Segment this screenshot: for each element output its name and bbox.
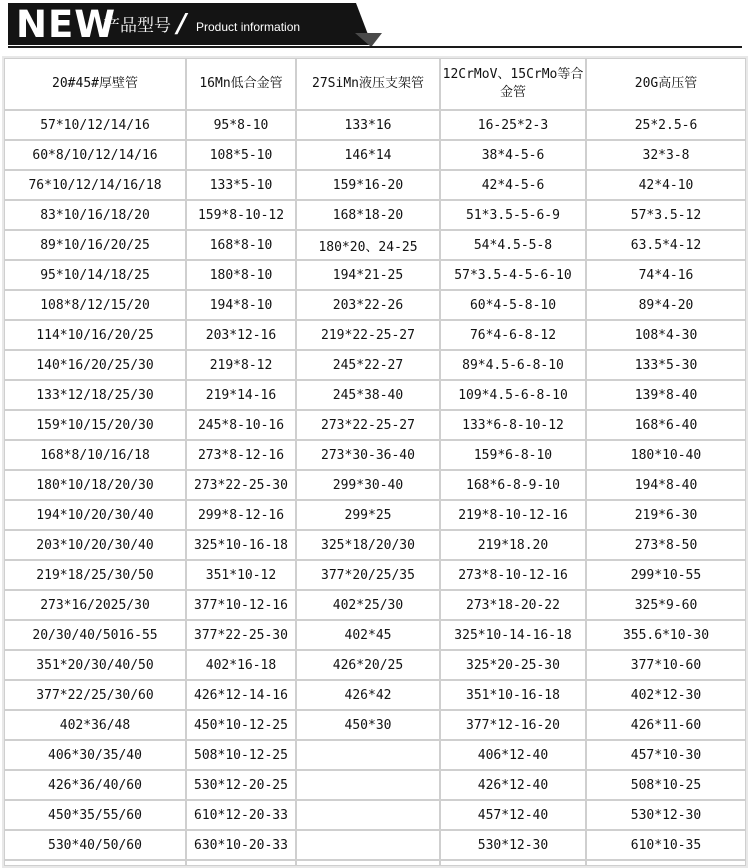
table-cell-thick-wall: 426*36/40/60 [4,770,186,800]
table-row [4,260,746,290]
table-cell-thick-wall: 194*10/20/30/40 [4,500,186,530]
table-cell-high-pressure: 63.5*4-12 [586,230,746,260]
table-cell-thick-wall: 95*10/14/18/25 [4,260,186,290]
table-cell-high-pressure: 139*8-40 [586,380,746,410]
table-cell-alloy: 38*4-5-6 [440,140,586,170]
table-cell-thick-wall: 20/30/40/5016-55 [4,620,186,650]
table-cell-low-alloy: 219*8-12 [186,350,296,380]
table-cell-low-alloy: 299*8-12-16 [186,500,296,530]
table-cell-thick-wall: 108*8/12/15/20 [4,290,186,320]
banner-slash: / [177,9,187,39]
table-cell-low-alloy: 508*10-12-25 [186,740,296,770]
table-row [4,110,746,140]
table-cell-high-pressure: 74*4-16 [586,260,746,290]
table-cell-low-alloy: 377*10-12-16 [186,590,296,620]
table-cell-thick-wall: 402*36/48 [4,710,186,740]
table-cell-low-alloy: 203*12-16 [186,320,296,350]
table-cell-alloy: 168*6-8-9-10 [440,470,586,500]
table-row [4,230,746,260]
table-cell-thick-wall: 57*10/12/14/16 [4,110,186,140]
table-cell-high-pressure: 530*12-30 [586,800,746,830]
table-cell-high-pressure: 355.6*10-30 [586,620,746,650]
table-cell-hydraulic-support: 426*42 [296,680,440,710]
table-cell-hydraulic-support: 203*22-26 [296,290,440,320]
table-cell-high-pressure: 219*6-30 [586,500,746,530]
table-cell-high-pressure: 299*10-55 [586,560,746,590]
table-cell-hydraulic-support: 450*30 [296,710,440,740]
table-cell-high-pressure: 610*10-35 [586,830,746,860]
table-cell-high-pressure: 457*10-30 [586,740,746,770]
table-body [4,110,746,866]
table-row [4,470,746,500]
table-cell-thick-wall: 377*22/25/30/60 [4,680,186,710]
table-row [4,410,746,440]
table-cell-alloy: 406*12-40 [440,740,586,770]
section-banner [0,0,750,56]
banner-title-en: Product information [196,20,301,34]
table-cell-hydraulic-support: 159*16-20 [296,170,440,200]
table-cell-high-pressure: 194*8-40 [586,470,746,500]
table-cell-hydraulic-support: 168*18-20 [296,200,440,230]
table-cell-hydraulic-support: 325*18/20/30 [296,530,440,560]
table-cell-low-alloy: 273*22-25-30 [186,470,296,500]
table-cell-hydraulic-support: 273*22-25-27 [296,410,440,440]
table-cell-low-alloy: 610*12-20-33 [186,800,296,830]
table-cell-alloy: 57*3.5-4-5-6-10 [440,260,586,290]
table-cell-empty [186,860,296,866]
table-cell-hydraulic-support: 273*30-36-40 [296,440,440,470]
table-row [4,320,746,350]
table-cell-alloy: 89*4.5-6-8-10 [440,350,586,380]
table-cell-high-pressure: 325*9-60 [586,590,746,620]
table-row [4,620,746,650]
table-cell-high-pressure: 32*3-8 [586,140,746,170]
table-row [4,350,746,380]
table-cell-empty [4,860,186,866]
table-row [4,680,746,710]
table-cell-thick-wall: 89*10/16/20/25 [4,230,186,260]
table-cell-alloy: 426*12-40 [440,770,586,800]
column-header-alloy-pipe: 12CrMoV、15CrMo等合金管 [440,58,586,110]
table-row-partial [4,860,746,866]
table-cell-hydraulic-support: 245*38-40 [296,380,440,410]
table-cell-high-pressure: 426*11-60 [586,710,746,740]
table-cell-thick-wall: 159*10/15/20/30 [4,410,186,440]
table-header-row [4,58,746,110]
table-cell-thick-wall: 76*10/12/14/16/18 [4,170,186,200]
table-cell-low-alloy: 194*8-10 [186,290,296,320]
table-cell-low-alloy: 245*8-10-16 [186,410,296,440]
table-cell-high-pressure: 273*8-50 [586,530,746,560]
table-cell-low-alloy: 159*8-10-12 [186,200,296,230]
table-row [4,140,746,170]
table-cell-empty [296,860,440,866]
table-row [4,770,746,800]
table-cell-empty [586,860,746,866]
table-cell-low-alloy: 325*10-16-18 [186,530,296,560]
table-cell-low-alloy: 273*8-12-16 [186,440,296,470]
table-cell-thick-wall: 219*18/25/30/50 [4,560,186,590]
table-cell-thick-wall: 351*20/30/40/50 [4,650,186,680]
table-cell-alloy: 325*20-25-30 [440,650,586,680]
table-cell-low-alloy: 180*8-10 [186,260,296,290]
table-cell-hydraulic-support: 377*20/25/35 [296,560,440,590]
table-cell-high-pressure: 42*4-10 [586,170,746,200]
table-row [4,200,746,230]
column-header-thick-wall-pipe: 20#45#厚壁管 [4,58,186,110]
table-cell-alloy: 16-25*2-3 [440,110,586,140]
table-cell-alloy: 273*18-20-22 [440,590,586,620]
table-cell-alloy: 54*4.5-5-8 [440,230,586,260]
table-cell-alloy: 219*8-10-12-16 [440,500,586,530]
table-cell-hydraulic-support: 426*20/25 [296,650,440,680]
table-cell-low-alloy: 168*8-10 [186,230,296,260]
table-cell-hydraulic-support: 180*20、24-25 [296,230,440,260]
table-cell-thick-wall: 180*10/18/20/30 [4,470,186,500]
table-cell-thick-wall: 133*12/18/25/30 [4,380,186,410]
table-cell-empty [440,860,586,866]
table-cell-thick-wall: 83*10/16/18/20 [4,200,186,230]
column-header-low-alloy-pipe: 16Mn低合金管 [186,58,296,110]
table-cell-thick-wall: 450*35/55/60 [4,800,186,830]
table-cell-hydraulic-support [296,800,440,830]
table-cell-alloy: 42*4-5-6 [440,170,586,200]
table-row [4,380,746,410]
table-cell-hydraulic-support: 245*22-27 [296,350,440,380]
column-header-high-pressure-pipe: 20G高压管 [586,58,746,110]
table-cell-thick-wall: 530*40/50/60 [4,830,186,860]
banner-underline [8,46,742,48]
table-cell-high-pressure: 168*6-40 [586,410,746,440]
table-row [4,590,746,620]
table-cell-high-pressure: 402*12-30 [586,680,746,710]
table-cell-alloy: 377*12-16-20 [440,710,586,740]
table-cell-hydraulic-support: 299*25 [296,500,440,530]
table-row [4,500,746,530]
table-cell-hydraulic-support: 402*25/30 [296,590,440,620]
table-cell-low-alloy: 530*12-20-25 [186,770,296,800]
table-cell-high-pressure: 57*3.5-12 [586,200,746,230]
table-cell-hydraulic-support [296,740,440,770]
table-cell-high-pressure: 25*2.5-6 [586,110,746,140]
table-cell-high-pressure: 180*10-40 [586,440,746,470]
table-cell-alloy: 530*12-30 [440,830,586,860]
table-cell-hydraulic-support: 146*14 [296,140,440,170]
table-cell-high-pressure: 508*10-25 [586,770,746,800]
table-row [4,710,746,740]
table-cell-alloy: 109*4.5-6-8-10 [440,380,586,410]
table-row [4,830,746,860]
table-cell-hydraulic-support: 299*30-40 [296,470,440,500]
table-cell-low-alloy: 219*14-16 [186,380,296,410]
table-cell-thick-wall: 273*16/2025/30 [4,590,186,620]
table-cell-alloy: 133*6-8-10-12 [440,410,586,440]
table-cell-low-alloy: 426*12-14-16 [186,680,296,710]
table-cell-thick-wall: 168*8/10/16/18 [4,440,186,470]
column-header-hydraulic-support-pipe: 27SiMn液压支架管 [296,58,440,110]
table-cell-alloy: 351*10-16-18 [440,680,586,710]
table-cell-alloy: 273*8-10-12-16 [440,560,586,590]
table-cell-hydraulic-support: 194*21-25 [296,260,440,290]
table-cell-low-alloy: 108*5-10 [186,140,296,170]
table-row [4,290,746,320]
table-cell-low-alloy: 402*16-18 [186,650,296,680]
table-cell-high-pressure: 377*10-60 [586,650,746,680]
table-cell-thick-wall: 406*30/35/40 [4,740,186,770]
table-cell-low-alloy: 95*8-10 [186,110,296,140]
table-cell-hydraulic-support [296,830,440,860]
table-cell-thick-wall: 114*10/16/20/25 [4,320,186,350]
table-cell-high-pressure: 89*4-20 [586,290,746,320]
table-cell-thick-wall: 140*16/20/25/30 [4,350,186,380]
table-row [4,530,746,560]
table-cell-thick-wall: 60*8/10/12/14/16 [4,140,186,170]
table-cell-high-pressure: 108*4-30 [586,320,746,350]
table-cell-low-alloy: 377*22-25-30 [186,620,296,650]
table-cell-alloy: 457*12-40 [440,800,586,830]
table-cell-alloy: 159*6-8-10 [440,440,586,470]
table-cell-hydraulic-support: 402*45 [296,620,440,650]
table-cell-alloy: 76*4-6-8-12 [440,320,586,350]
table-cell-hydraulic-support [296,770,440,800]
table-row [4,740,746,770]
table-cell-alloy: 219*18.20 [440,530,586,560]
table-cell-high-pressure: 133*5-30 [586,350,746,380]
table-cell-alloy: 51*3.5-5-6-9 [440,200,586,230]
table-cell-alloy: 325*10-14-16-18 [440,620,586,650]
product-spec-table [2,56,748,868]
table-cell-hydraulic-support: 133*16 [296,110,440,140]
table-cell-low-alloy: 133*5-10 [186,170,296,200]
table-row [4,170,746,200]
table-row [4,440,746,470]
table-cell-low-alloy: 630*10-20-33 [186,830,296,860]
banner-new-label: NEW [16,3,117,46]
table-cell-hydraulic-support: 219*22-25-27 [296,320,440,350]
table-row [4,800,746,830]
table-cell-low-alloy: 351*10-12 [186,560,296,590]
table-cell-alloy: 60*4-5-8-10 [440,290,586,320]
table-row [4,650,746,680]
banner-title-cn: 产品型号 [103,16,171,36]
table-cell-low-alloy: 450*10-12-25 [186,710,296,740]
table-cell-thick-wall: 203*10/20/30/40 [4,530,186,560]
table-row [4,560,746,590]
